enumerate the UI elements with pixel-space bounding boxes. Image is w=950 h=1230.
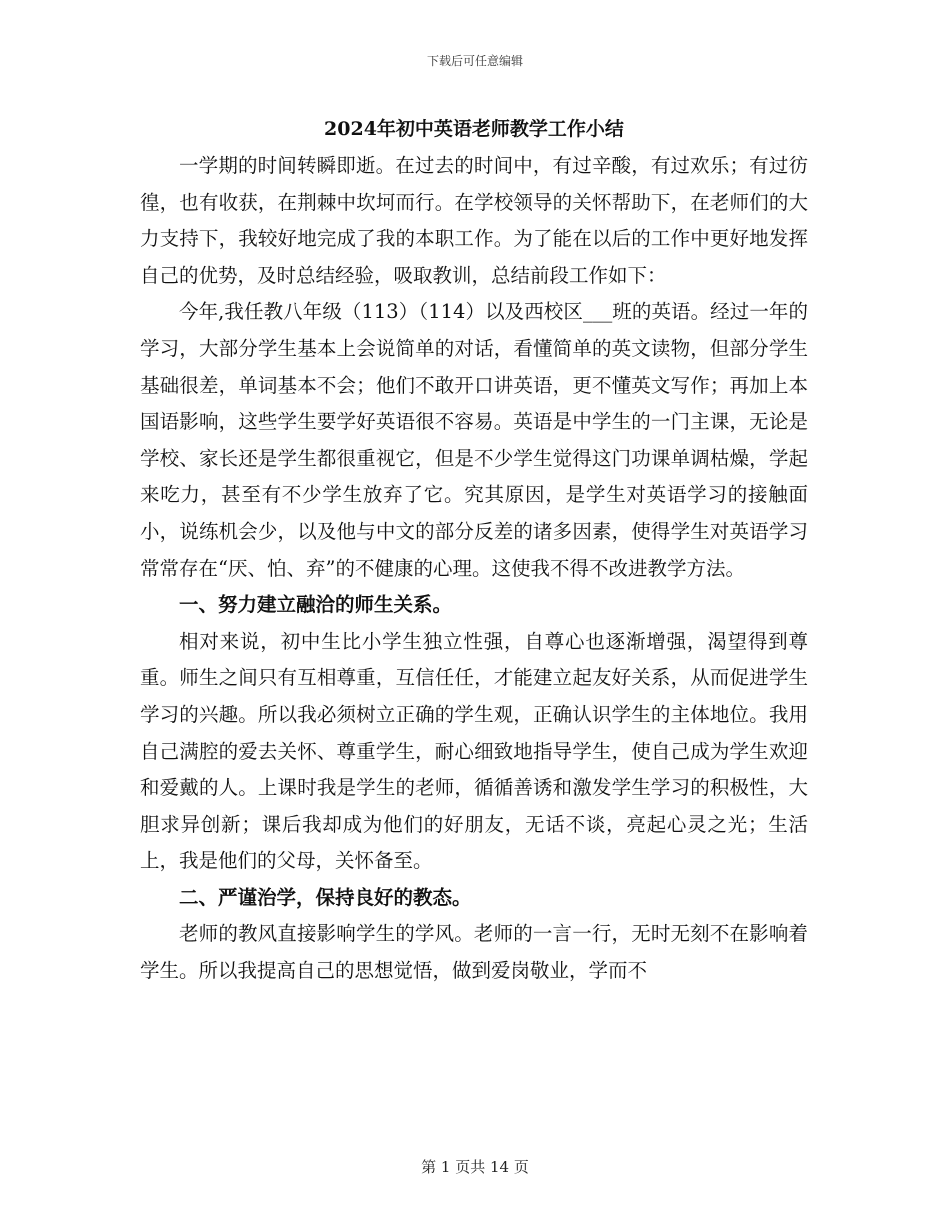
section-heading-2: 二、严谨治学，保持良好的教态。 xyxy=(179,885,472,909)
section-1-paragraph: 相对来说，初中生比小学生独立性强，自尊心也逐渐增强，渴望得到尊重。师生之间只有互相尊重，互信任任，才能建立起友好关系，从而促进学生学习的兴趣。所以我必须树立正确的学生观，正确认识学生的主体地位。我用自己满腔的爱去关怀、尊重学生，耐心细致地指导学生，使自己成为学生欢迎和爱戴的人。上课时我是学生的老师，循循善诱和激发学生学习的积极性，大胆求异创新；课后我却成为他们的好朋友，无话不谈，亮起心灵之光；生活上，我是他们的父母，关怀备至。 xyxy=(140,629,808,873)
document-body xyxy=(140,112,808,990)
section-2-paragraph: 老师的教风直接影响学生的学风。老师的一言一行，无时无刻不在影响着学生。所以我提高自己的思想觉悟，做到爱岗敬业，学而不 xyxy=(140,922,808,983)
page-number: 第 1 页共 14 页 xyxy=(421,1158,529,1176)
document-title: 2024年初中英语老师教学工作小结 xyxy=(324,118,624,140)
page-header-note: 下载后可任意编辑 xyxy=(426,54,523,68)
intro-paragraph: 一学期的时间转瞬即逝。在过去的时间中，有过辛酸，有过欢乐；有过彷徨，也有收获，在荆棘中坎坷而行。在学校领导的关怀帮助下，在老师们的大力支持下，我较好地完成了我的本职工作。为了能在以后的工作中更好地发挥自己的优势，及时总结经验，吸取教训，总结前段工作如下： xyxy=(140,154,808,287)
section-heading-1: 一、努力建立融洽的师生关系。 xyxy=(179,593,453,617)
class-situation-paragraph: 今年,我任教八年级（113）（114）以及西校区___班的英语。经过一年的学习，大部分学生基本上会说简单的对话，看懂简单的英文读物，但部分学生基础很差，单词基本不会；他们不敢开口讲英语，更不懂英文写作；再加上本国语影响，这些学生要学好英语很不容易。英语是中学生的一门主课，无论是学校、家长还是学生都很重视它，但是不少学生觉得这门功课单调枯燥，学起来吃力，甚至有不少学生放弃了它。究其原因，是学生对英语学习的接触面小，说练机会少，以及他与中文的部分反差的诸多因素，使得学生对英语学习常常存在“厌、怕、弃”的不健康的心理。这使我不得不改进教学方法。 xyxy=(140,300,808,580)
